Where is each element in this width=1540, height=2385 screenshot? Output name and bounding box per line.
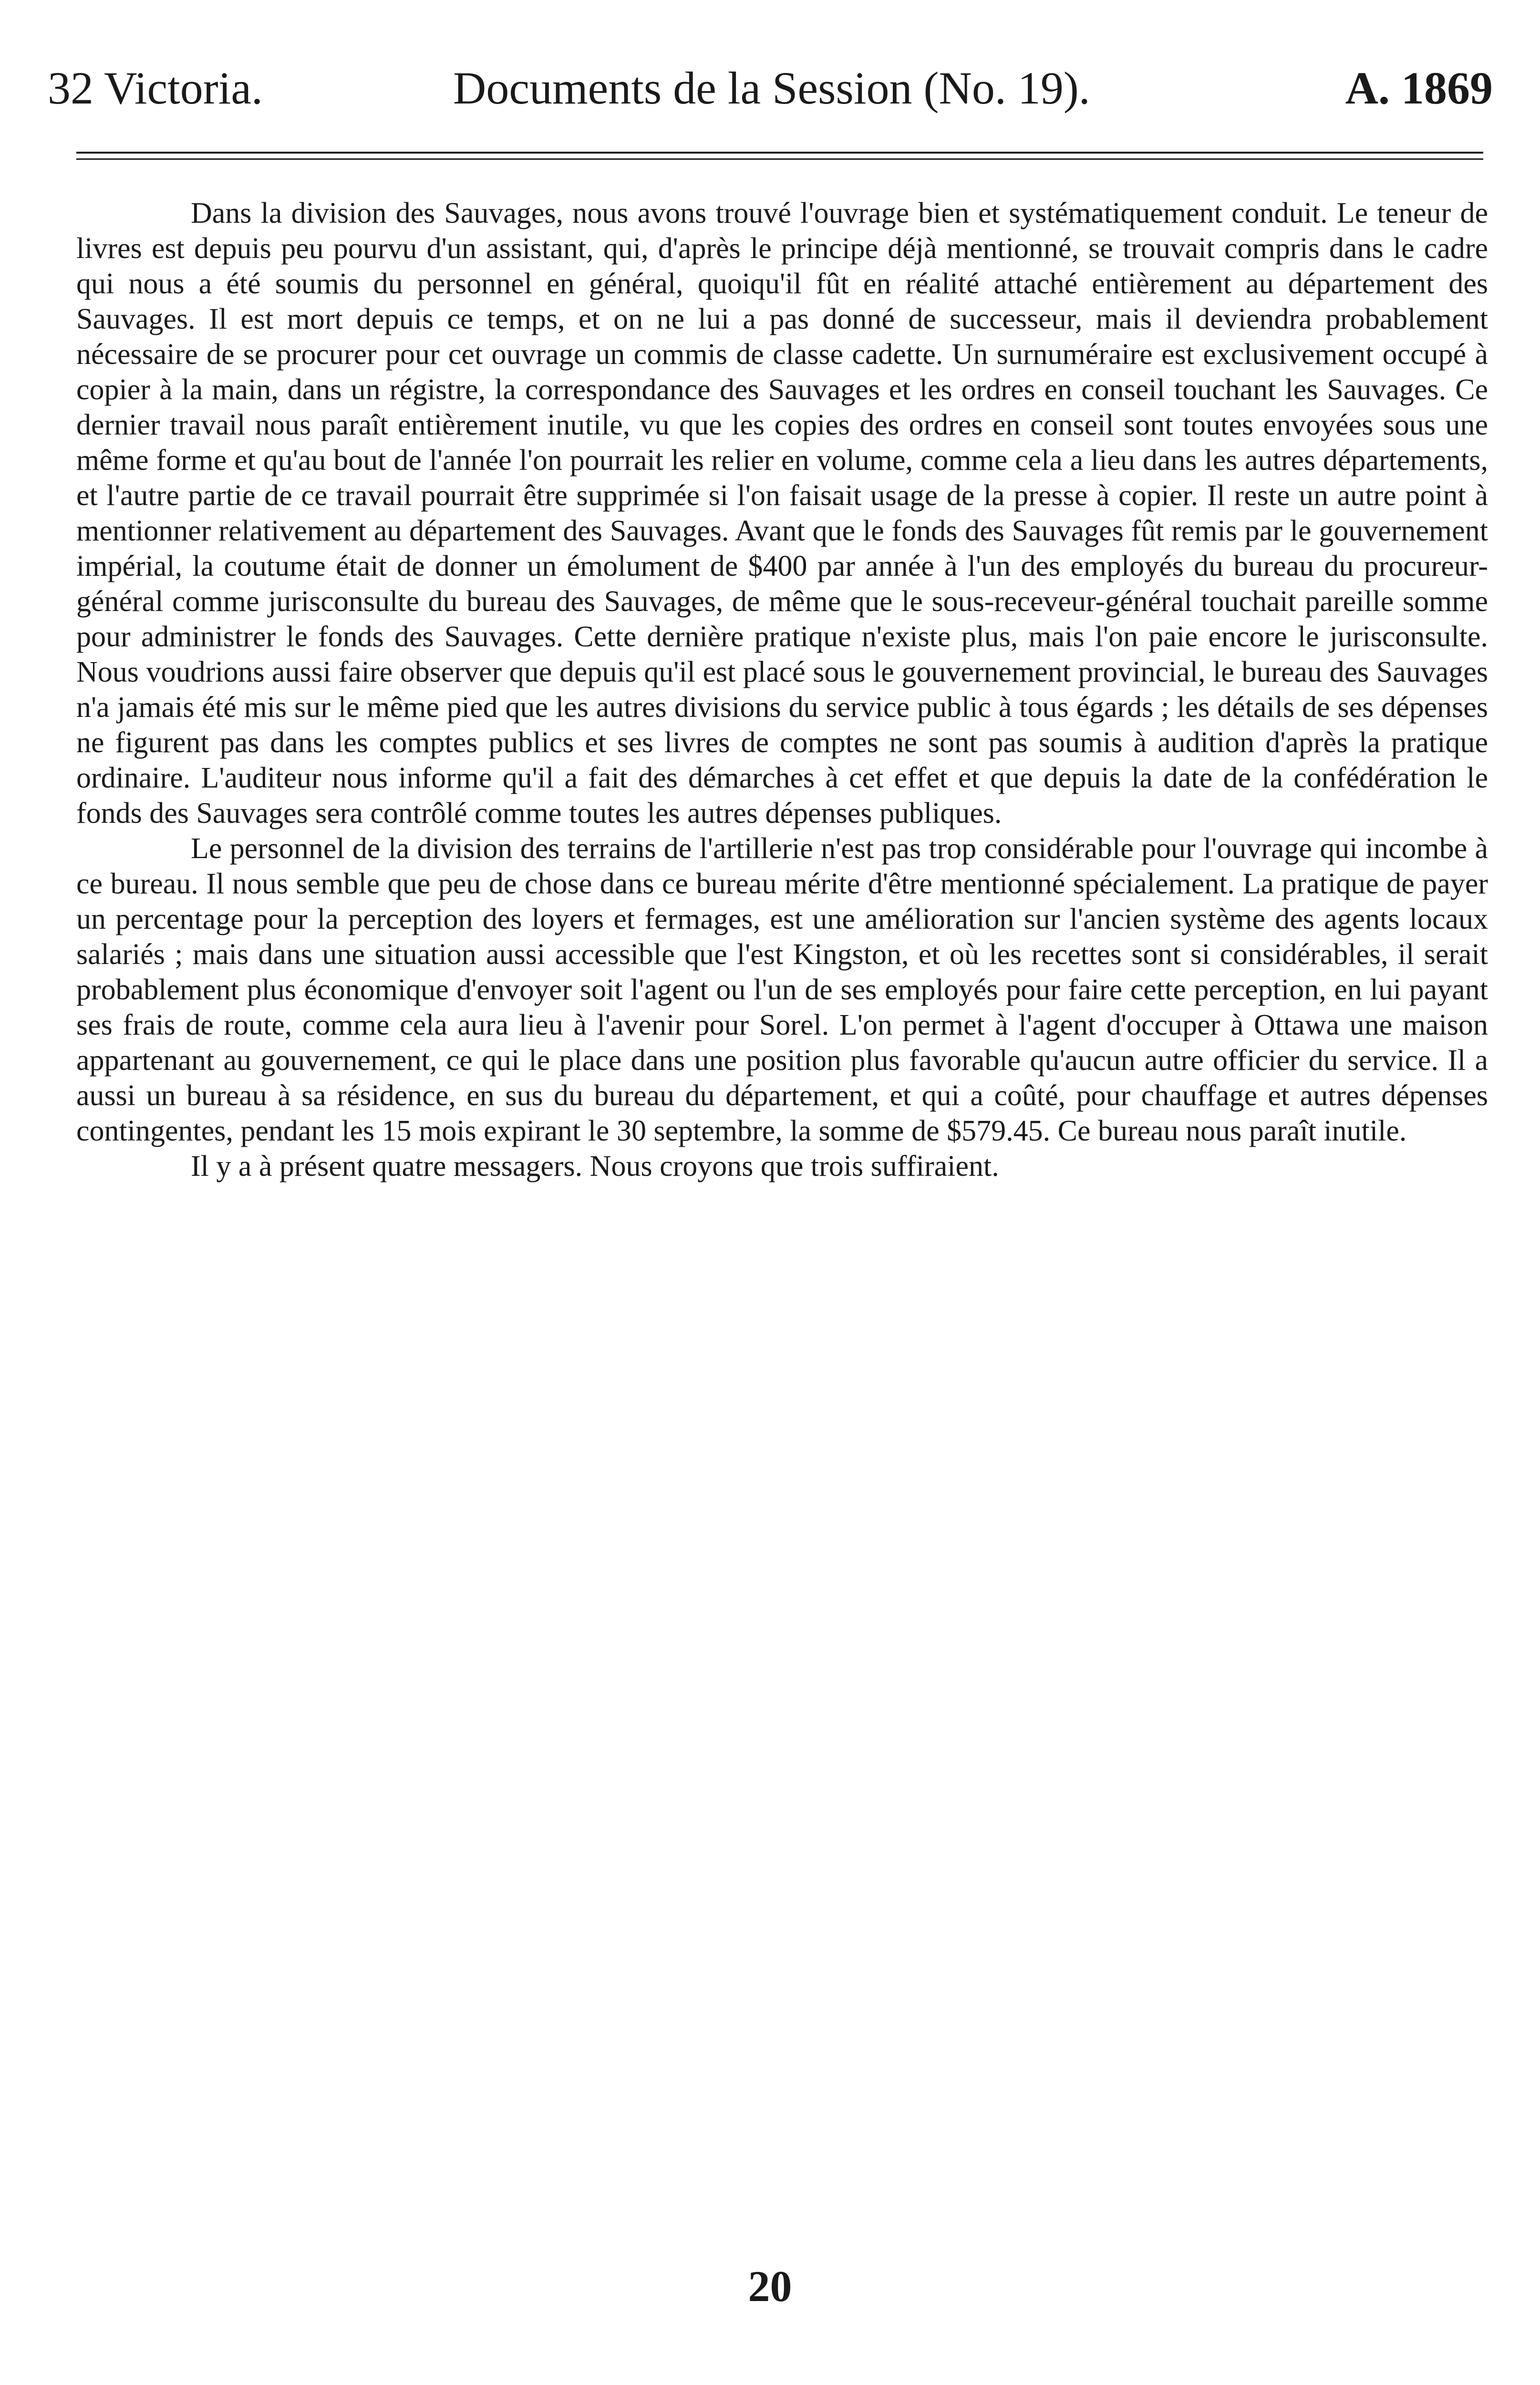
header-regnal-year: 32 Victoria. [48, 62, 263, 114]
header-document-title: Documents de la Session (No. 19). [453, 62, 1090, 114]
running-header [48, 57, 1493, 119]
header-rule-top [76, 152, 1483, 154]
header-year: A. 1869 [1345, 62, 1493, 114]
paragraph-messagers: Il y a à présent quatre messagers. Nous croyons que trois suffiraient. [191, 1150, 999, 1182]
paragraph-artillerie: Le personnel de la division des terrains de l'artillerie n'est pas trop considérable pour l'ouvrage qui incombe à ce bureau. Il nous semble que peu de chose dans ce bureau mérite d'être mentionné spécialement. La pratique de payer un percentage pour la perception des loyers et fermages, est une amélioration sur l'ancien système des agents locaux salariés ; mais dans une situation aussi accessible que l'est Kingston, et où les recettes sont si considérables, il serait probablement plus économique d'envoyer soit l'agent ou l'un de ses employés pour faire cette perception, en lui payant ses frais de route, comme cela aura lieu à l'avenir pour Sorel. L'on permet à l'agent d'occuper à Ottawa une maison appartenant au gouvernement, ce qui le place dans une position plus favorable qu'aucun autre officier du service. Il a aussi un bureau à sa résidence, en sus du bureau du département, et qui a coûté, pour chauffage et autres dépenses contingentes, pendant les 15 mois expirant le 30 septembre, la somme de $579.45. Ce bureau nous paraît inutile. [76, 832, 1488, 1147]
page-number: 20 [748, 2262, 792, 2311]
paragraph-sauvages: Dans la division des Sauvages, nous avons trouvé l'ouvrage bien et systématiquement conduit. Le teneur de livres est depuis peu pourvu d'un assistant, qui, d'après le principe déjà mentionné, se trouvait compris dans le cadre qui nous a été soumis du personnel en général, quoiqu'il fût en réalité attaché entièrement au département des Sauvages. Il est mort depuis ce temps, et on ne lui a pas donné de successeur, mais il deviendra probablement nécessaire de se procurer pour cet ouvrage un commis de classe cadette. Un surnuméraire est exclusivement occupé à copier à la main, dans un régistre, la correspondance des Sauvages et les ordres en conseil touchant les Sauvages. Ce dernier travail nous paraît entièrement inutile, vu que les copies des ordres en conseil sont toutes envoyées sous une même forme et qu'au bout de l'année l'on pourrait les relier en volume, comme cela a lieu dans les autres départements, et l'autre partie de ce travail pourrait être supprimée si l'on faisait usage de la presse à copier. Il reste un autre point à mentionner relativement au département des Sauvages. Avant que le fonds des Sauvages fût remis par le gouvernement impérial, la coutume était de donner un émolument de $400 par année à l'un des employés du bureau du procureur-général comme jurisconsulte du bureau des Sauvages, de même que le sous-receveur-général touchait pareille somme pour administrer le fonds des Sauvages. Cette dernière pratique n'existe plus, mais l'on paie encore le jurisconsulte. Nous voudrions aussi faire observer que depuis qu'il est placé sous le gouvernement provincial, le bureau des Sauvages n'a jamais été mis sur le même pied que les autres divisions du service public à tous égards ; les détails de ses dépenses ne figurent pas dans les comptes publics et ses livres de comptes ne sont pas soumis à audition d'après la pratique ordinaire. L'auditeur nous informe qu'il a fait des démarches à cet effet et que depuis la date de la confédération le fonds des Sauvages sera contrôlé comme toutes les autres dépenses publiques. [76, 197, 1488, 830]
body-text [76, 196, 1488, 1184]
header-rule-bottom [76, 158, 1483, 160]
